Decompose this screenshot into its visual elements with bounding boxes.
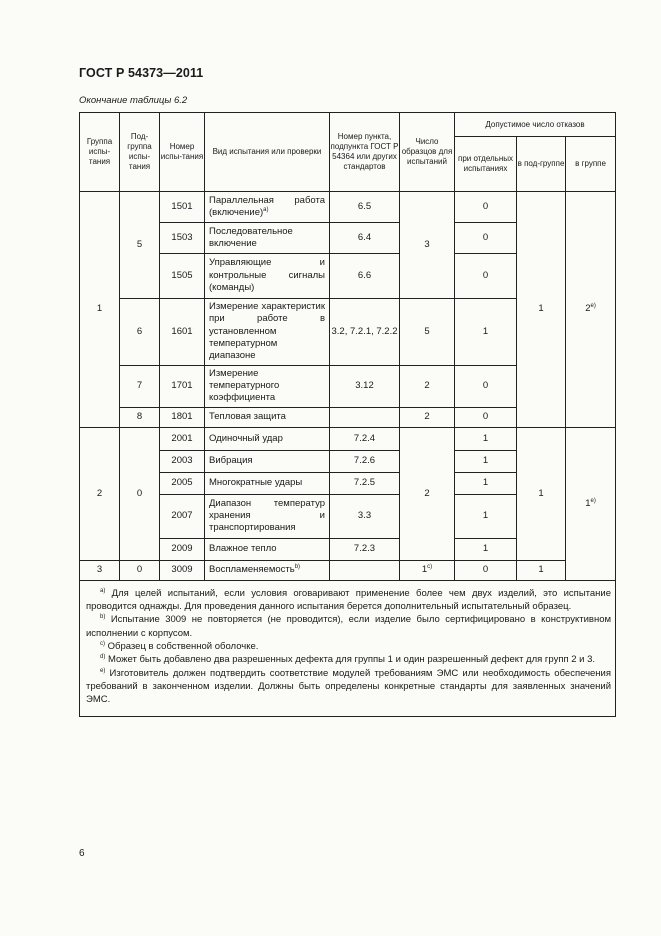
- test-number: 2001: [160, 427, 205, 450]
- clause-cell: 7.2.6: [330, 450, 400, 472]
- col-number: Номер испы-тания: [160, 113, 205, 192]
- document-header: ГОСТ Р 54373—2011: [79, 66, 204, 80]
- samples-cell: 5: [400, 299, 455, 366]
- page-number: 6: [79, 848, 85, 859]
- group-cell: 3: [80, 560, 120, 580]
- fail-test-cell: 0: [455, 407, 517, 427]
- fail-test-cell: 1: [455, 450, 517, 472]
- col-clause: Номер пункта, подпункта ГОСТ Р 54364 или других стандартов: [330, 113, 400, 192]
- test-number: 2007: [160, 494, 205, 538]
- fail-subgroup-cell: 1: [517, 560, 566, 580]
- test-number: 1501: [160, 192, 205, 223]
- subgroup-cell: 6: [120, 299, 160, 366]
- samples-cell: 2: [400, 407, 455, 427]
- fail-test-cell: 0: [455, 560, 517, 580]
- test-number: 1801: [160, 407, 205, 427]
- test-number: 2009: [160, 538, 205, 560]
- subgroup-cell: 7: [120, 365, 160, 407]
- test-name: Диапазон температур хранения и транспортирования: [205, 494, 330, 538]
- samples-cell: 3: [400, 192, 455, 299]
- col-group: Группа испы-тания: [80, 113, 120, 192]
- test-name: Последовательное включение: [205, 223, 330, 254]
- fail-test-cell: 1: [455, 494, 517, 538]
- test-number: 1503: [160, 223, 205, 254]
- test-name: Измерение характеристик при работе в установленном температурном диапазоне: [205, 299, 330, 366]
- col-test: Вид испытания или проверки: [205, 113, 330, 192]
- test-number: 1701: [160, 365, 205, 407]
- fail-test-cell: 1: [455, 472, 517, 494]
- clause-cell: 7.2.3: [330, 538, 400, 560]
- clause-cell: 7.2.5: [330, 472, 400, 494]
- fail-test-cell: 1: [455, 299, 517, 366]
- test-number: 1601: [160, 299, 205, 366]
- subgroup-cell: 0: [120, 560, 160, 580]
- clause-cell: [330, 560, 400, 580]
- test-name: Многократные удары: [205, 472, 330, 494]
- notes-row: [80, 580, 616, 717]
- note-e: $^{e)}$ Изготовитель должен подтвердить соответствие модулей требованиям ЭМС или необходимость обеспечения требований в законченном изделии. Должны быть определены конкретные стандарты для заявленных значений ЭМС.: [86, 667, 612, 706]
- fail-subgroup-cell: 1: [517, 192, 566, 428]
- fail-test-cell: 1: [455, 427, 517, 450]
- fail-test-cell: 0: [455, 254, 517, 299]
- note-b: $^{b)}$ Испытание 3009 не повторяется (не проводится), если изделие было сертифицировано в конструктивном исполнении с корпусом.: [86, 614, 612, 639]
- note-a: $^{a)}$ Для целей испытаний, если условия оговаривают применение более чем двух изделий, это испытание проводится однажды. Для проведения данного испытания берется дополнительный испытательный образец.: [86, 587, 612, 613]
- subgroup-cell: 5: [120, 192, 160, 299]
- col-samples: Число образцов для испытаний: [400, 113, 455, 192]
- fail-group-cell: 2$^{e)}$: [566, 192, 616, 428]
- test-number: 2003: [160, 450, 205, 472]
- test-number: 3009: [160, 560, 205, 580]
- table-notes: [80, 580, 616, 717]
- group-cell: 2: [80, 427, 120, 560]
- table-caption: Окончание таблицы 6.2: [79, 95, 188, 106]
- clause-cell: [330, 407, 400, 427]
- test-name: Одиночный удар: [205, 427, 330, 450]
- col-per-group: в группе: [566, 137, 616, 192]
- samples-cell: 1$^{c)}$: [400, 560, 455, 580]
- test-table: [79, 112, 616, 717]
- fail-test-cell: 1: [455, 538, 517, 560]
- test-name: Параллельная работа (включение)$^{a)}$: [205, 192, 330, 223]
- col-per-test: при отдельных испытаниях: [455, 137, 517, 192]
- subgroup-cell: 0: [120, 427, 160, 560]
- subgroup-cell: 8: [120, 407, 160, 427]
- clause-cell: 3.12: [330, 365, 400, 407]
- group-cell: 1: [80, 192, 120, 428]
- table-row: [80, 560, 616, 580]
- table-row: [80, 427, 616, 450]
- test-number: 2005: [160, 472, 205, 494]
- clause-cell: 3.3: [330, 494, 400, 538]
- fail-group-cell: 1$^{e)}$: [566, 427, 616, 580]
- clause-cell: 6.5: [330, 192, 400, 223]
- note-c: $^{c)}$ Образец в собственной оболочке.: [100, 640, 259, 652]
- col-subgroup: Под-группа испы-тания: [120, 113, 160, 192]
- test-number: 1505: [160, 254, 205, 299]
- clause-cell: 6.6: [330, 254, 400, 299]
- fail-test-cell: 0: [455, 192, 517, 223]
- note-d: $^{d)}$ Может быть добавлено два разрешенных дефекта для группы 1 и один разрешенный дефект для групп 2 и 3.: [100, 654, 596, 666]
- fail-test-cell: 0: [455, 365, 517, 407]
- clause-cell: 7.2.4: [330, 427, 400, 450]
- test-name: Управляющие и контрольные сигналы (команды): [205, 254, 330, 299]
- test-name: Влажное тепло: [205, 538, 330, 560]
- clause-cell: 3.2, 7.2.1, 7.2.2: [330, 299, 400, 366]
- test-name: Воспламеняемость$^{b)}$: [205, 560, 330, 580]
- clause-cell: 6.4: [330, 223, 400, 254]
- samples-cell: 2: [400, 365, 455, 407]
- test-name: Измерение температурного коэффициента: [205, 365, 330, 407]
- fail-test-cell: 0: [455, 223, 517, 254]
- samples-cell: 2: [400, 427, 455, 560]
- test-name: Тепловая защита: [205, 407, 330, 427]
- col-per-subgroup: в под-группе: [517, 137, 566, 192]
- col-allowed: Допустимое число отказов: [455, 113, 616, 137]
- fail-subgroup-cell: 1: [517, 427, 566, 560]
- table-row: [80, 192, 616, 223]
- test-name: Вибрация: [205, 450, 330, 472]
